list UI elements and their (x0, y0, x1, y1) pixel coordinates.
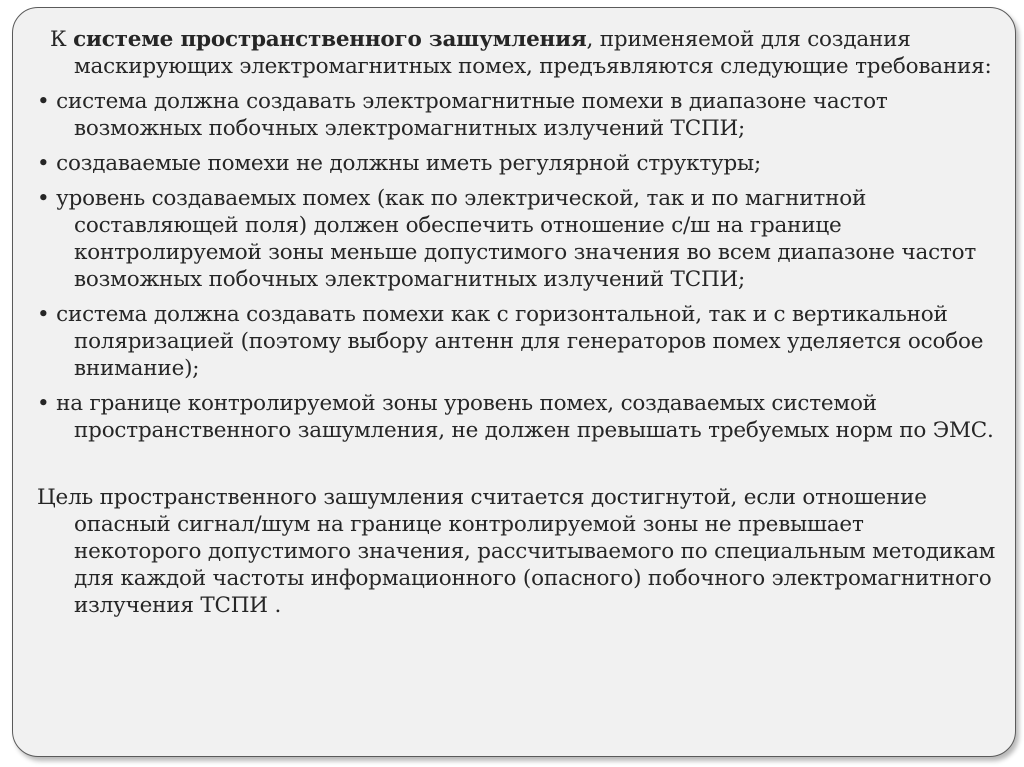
bullet-dot: • (37, 302, 50, 327)
conclusion-paragraph: Цель пространственного зашумления считается достигнутой, если отношение опасный сигнал/шум на границе контролируемой зоны не превышает некоторого допустимого значения, рассчитываемого по специальным методикам для каждой частоты информационного (опасного) побочного электромагнитного излучения ТСПИ . (37, 485, 996, 618)
intro-rest: , применяемой для создания маскирующих электромагнитных помех, предъявляются следующие требования: (74, 27, 992, 79)
bullet-dot: • (37, 151, 50, 176)
slide-frame (12, 7, 1016, 757)
slide-content (37, 26, 997, 627)
bullet-text: создаваемые помехи не должны иметь регулярной структуры; (56, 151, 762, 176)
bullet-item (37, 390, 997, 444)
bullet-dot: • (37, 89, 50, 114)
bullet-text: уровень создаваемых помех (как по электрической, так и по магнитной составляющей поля) должен обеспечить отношение с/ш на границе контролируемой зоны меньше допустимого значения во всем диапазоне частот возможных побочных электромагнитных излучений ТСПИ; (56, 186, 977, 292)
bullet-dot: • (37, 186, 50, 211)
bullet-item (37, 88, 997, 142)
intro-paragraph (37, 26, 997, 80)
bullet-text: система должна создавать электромагнитные помехи в диапазоне частот возможных побочных электромагнитных излучений ТСПИ; (56, 89, 888, 141)
intro-bold-term: системе пространственного зашумления (73, 27, 587, 52)
bullet-item (37, 185, 997, 293)
intro-prefix: К (50, 27, 74, 52)
bullet-item (37, 150, 997, 177)
bullet-text: на границе контролируемой зоны уровень помех, создаваемых системой пространственного зашумления, не должен превышать требуемых норм по ЭМС. (56, 391, 994, 443)
bullet-item (37, 301, 997, 382)
bullet-text: система должна создавать помехи как с горизонтальной, так и с вертикальной поляризацией (поэтому выбору антенн для генераторов помех уделяется особое внимание); (56, 302, 984, 381)
bullet-dot: • (37, 391, 50, 416)
